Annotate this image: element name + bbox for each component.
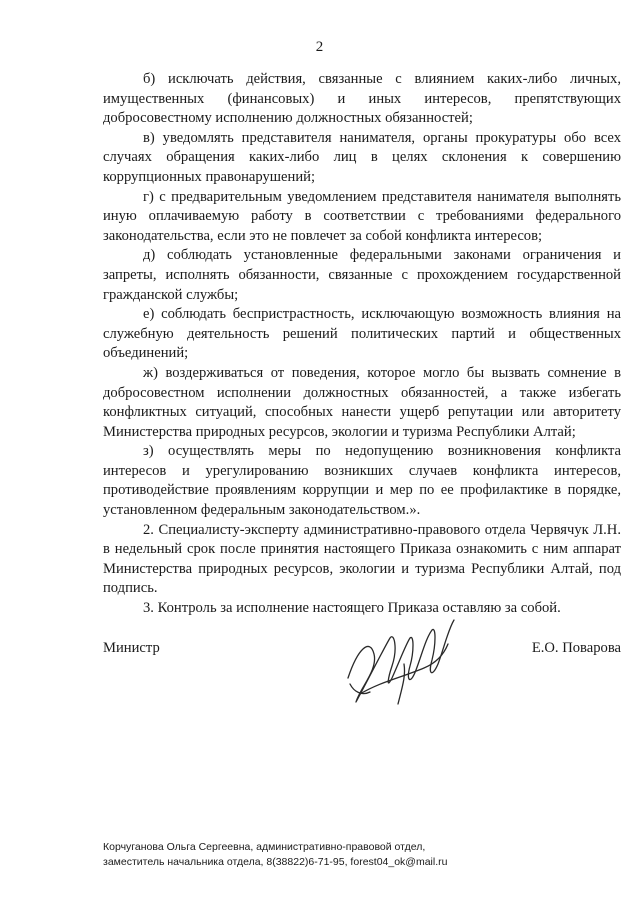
paragraph-zh: ж) воздерживаться от поведения, которое могло бы вызвать сомнение в добросовестном исполнении должностных обязанностей, а также избегать конфликтных ситуаций, способных нанести ущерб репутации или авторитету Министерства природных ресурсов, экологии и туризма Республики Алтай;: [103, 364, 621, 440]
paragraph-v: в) уведомлять представителя нанимателя, органы прокуратуры обо всех случаях обращения каких-либо лиц в целях склонения к совершению коррупционных правонарушений;: [103, 129, 621, 185]
executor-contact-line: Корчуганова Ольга Сергеевна, административно-правовой отдел,: [103, 841, 426, 853]
paragraph-g: г) с предварительным уведомлением представителя нанимателя выполнять иную оплачиваемую работу в соответствии с требованиями федерального законодательства, если это не повлечет за собой конфликта интересов;: [103, 188, 621, 244]
executor-phone-email-line: заместитель начальника отдела, 8(38822)6-71-95, forest04_ok@mail.ru: [103, 856, 448, 868]
paragraph-e: е) соблюдать беспристрастность, исключающую возможность влияния на служебную деятельность решений политических партий и общественных объединений;: [103, 306, 621, 362]
signer-name: Е.О. Поварова: [531, 640, 621, 656]
signer-position: Министр: [103, 640, 160, 656]
paragraph-item-2: 2. Специалисту-эксперту административно-правового отдела Червячук Л.Н. в недельный срок после принятия настоящего Приказа ознакомить с ним аппарат Министерства природных ресурсов, экологии и туризма Республики Алтай, под подпись.: [103, 521, 621, 597]
order-body: [103, 70, 621, 619]
document-footer: [103, 840, 583, 870]
paragraph-b: б) исключать действия, связанные с влиянием каких-либо личных, имущественных (финансовых) и иных интересов, препятствующих добросовестному исполнению должностных обязанностей;: [103, 71, 621, 127]
paragraph-item-3: 3. Контроль за исполнение настоящего Приказа оставляю за собой.: [143, 600, 561, 617]
paragraph-d: д) соблюдать установленные федеральными законами ограничения и запреты, исполнять обязанности, связанные с прохождением государственной гражданской службы;: [103, 247, 621, 303]
paragraph-z: з) осуществлять меры по недопущению возникновения конфликта интересов и урегулированию возникших случаев конфликта интересов, противодействие проявлениям коррупции и мер по ее профилактике в порядке, установленном федеральным законодательством.».: [103, 443, 621, 519]
page-number: 2: [315, 39, 324, 55]
signature-block: [103, 640, 621, 670]
